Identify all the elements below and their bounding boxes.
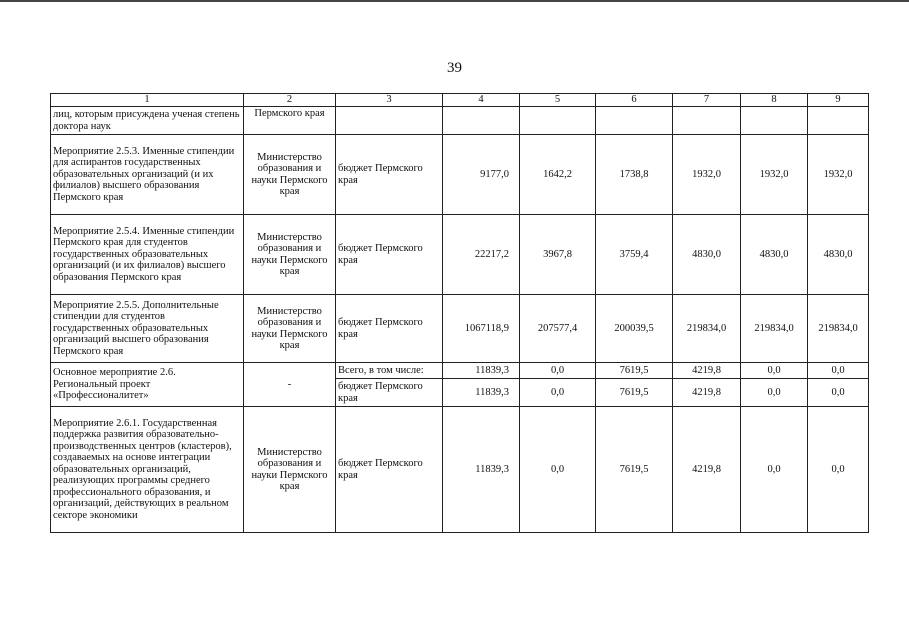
- value-cell: 4219,8: [673, 379, 741, 407]
- value-cell: 1932,0: [808, 135, 869, 215]
- funding-source-cell: бюджет Пермского края: [336, 407, 443, 533]
- executor-cell: Министерство образования и науки Пермского края: [244, 295, 336, 363]
- funding-source-cell: [336, 107, 443, 135]
- value-cell: [673, 107, 741, 135]
- column-header: 3: [336, 94, 443, 107]
- funding-source-cell: бюджет Пермского края: [336, 215, 443, 295]
- executor-cell: Пермского края: [244, 107, 336, 135]
- table-row: [51, 407, 869, 533]
- value-cell: 200039,5: [596, 295, 673, 363]
- value-cell: 1932,0: [741, 135, 808, 215]
- value-cell: 1738,8: [596, 135, 673, 215]
- value-cell: 0,0: [520, 407, 596, 533]
- funding-source-cell: бюджет Пермского края: [336, 379, 443, 407]
- table-row: [51, 107, 869, 135]
- funding-source-cell: бюджет Пермского края: [336, 295, 443, 363]
- value-cell: 219834,0: [808, 295, 869, 363]
- column-header: 1: [51, 94, 244, 107]
- value-cell: [520, 107, 596, 135]
- value-cell: 4219,8: [673, 363, 741, 379]
- value-cell: 1642,2: [520, 135, 596, 215]
- value-cell: [443, 107, 520, 135]
- budget-table: [50, 93, 869, 533]
- event-name-cell: Мероприятие 2.5.4. Именные стипендии Пермского края для студентов государственных образовательных организаций (и их филиалов) высшего образования Пермского края: [51, 215, 244, 295]
- table-row: [51, 215, 869, 295]
- scan-top-edge: [0, 0, 909, 2]
- event-name-cell: Мероприятие 2.5.5. Дополнительные стипендии для студентов государственных образовательных организаций высшего образования Пермского края: [51, 295, 244, 363]
- value-cell: 4830,0: [808, 215, 869, 295]
- executor-cell: Министерство образования и науки Пермского края: [244, 215, 336, 295]
- event-name-cell: Основное мероприятие 2.6. Региональный проект «Профессионалитет»: [51, 363, 244, 407]
- table-row: [51, 295, 869, 363]
- value-cell: 7619,5: [596, 363, 673, 379]
- value-cell: 1932,0: [673, 135, 741, 215]
- value-cell: 22217,2: [443, 215, 520, 295]
- value-cell: 0,0: [808, 363, 869, 379]
- page-number: 39: [447, 60, 462, 76]
- value-cell: 7619,5: [596, 407, 673, 533]
- value-cell: 0,0: [808, 379, 869, 407]
- table-row: [51, 363, 869, 379]
- value-cell: [596, 107, 673, 135]
- column-header: 4: [443, 94, 520, 107]
- column-number-row: [51, 94, 869, 107]
- value-cell: 219834,0: [673, 295, 741, 363]
- value-cell: [808, 107, 869, 135]
- funding-source-cell: бюджет Пермского края: [336, 135, 443, 215]
- value-cell: 3967,8: [520, 215, 596, 295]
- value-cell: 1067118,9: [443, 295, 520, 363]
- value-cell: 9177,0: [443, 135, 520, 215]
- value-cell: 4830,0: [673, 215, 741, 295]
- event-name-cell: лиц, которым присуждена ученая степень доктора наук: [51, 107, 244, 135]
- column-header: 2: [244, 94, 336, 107]
- value-cell: 0,0: [741, 379, 808, 407]
- value-cell: 11839,3: [443, 379, 520, 407]
- executor-cell: Министерство образования и науки Пермского края: [244, 407, 336, 533]
- event-name-cell: Мероприятие 2.5.3. Именные стипендии для аспирантов государственных образовательных организаций (и их филиалов) высшего образования Пермского края: [51, 135, 244, 215]
- table-row: [51, 135, 869, 215]
- event-name-cell: Мероприятие 2.6.1. Государственная поддержка развития образовательно-производственных центров (кластеров), создаваемых на основе интеграции образовательных организаций, реализующих программы среднего профессионального образования, и организаций, действующих в реальном секторе экономики: [51, 407, 244, 533]
- value-cell: 11839,3: [443, 407, 520, 533]
- value-cell: 3759,4: [596, 215, 673, 295]
- column-header: 6: [596, 94, 673, 107]
- executor-cell: -: [244, 363, 336, 407]
- value-cell: 4219,8: [673, 407, 741, 533]
- column-header: 9: [808, 94, 869, 107]
- value-cell: [741, 107, 808, 135]
- value-cell: 0,0: [741, 407, 808, 533]
- value-cell: 7619,5: [596, 379, 673, 407]
- value-cell: 207577,4: [520, 295, 596, 363]
- value-cell: 0,0: [808, 407, 869, 533]
- value-cell: 0,0: [520, 363, 596, 379]
- column-header: 8: [741, 94, 808, 107]
- value-cell: 0,0: [741, 363, 808, 379]
- funding-source-cell: Всего, в том числе:: [336, 363, 443, 379]
- column-header: 5: [520, 94, 596, 107]
- value-cell: 4830,0: [741, 215, 808, 295]
- value-cell: 0,0: [520, 379, 596, 407]
- column-header: 7: [673, 94, 741, 107]
- executor-cell: Министерство образования и науки Пермского края: [244, 135, 336, 215]
- value-cell: 219834,0: [741, 295, 808, 363]
- value-cell: 11839,3: [443, 363, 520, 379]
